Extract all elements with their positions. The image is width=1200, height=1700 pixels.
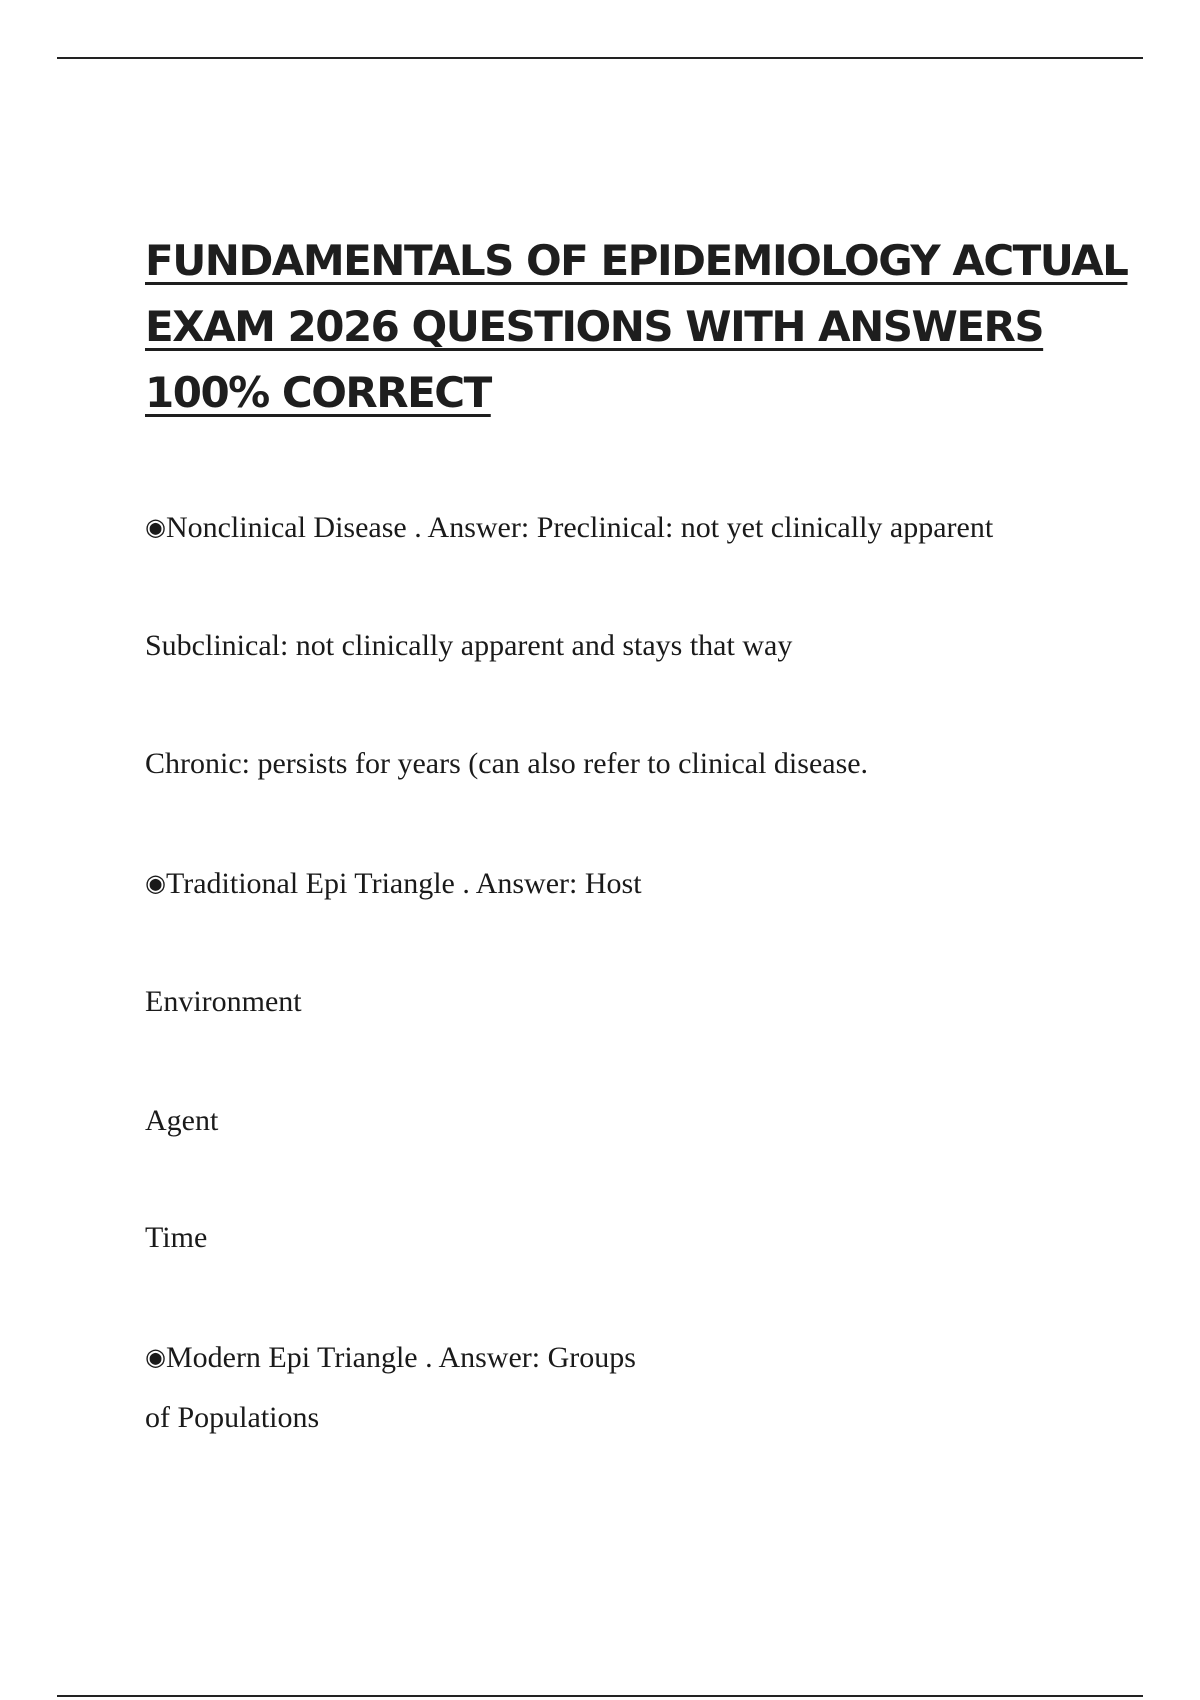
title-line-3: 100% CORRECT: [145, 368, 491, 417]
bullet-icon: ◉: [145, 513, 166, 541]
bottom-rule: [57, 1695, 1143, 1697]
question-text: Modern Epi Triangle . Answer: Groups: [165, 1341, 636, 1374]
document-title: [145, 228, 1128, 426]
answer-line-time: Time: [145, 1221, 208, 1254]
answer-line-of-populations: of Populations: [145, 1401, 320, 1434]
question-text: Nonclinical Disease . Answer: Preclinical: not yet clinically apparent: [165, 511, 994, 544]
answer-line-chronic: Chronic: persists for years (can also refer to clinical disease.: [145, 747, 869, 780]
top-rule: [57, 57, 1143, 59]
answer-line-subclinical: Subclinical: not clinically apparent and stays that way: [145, 629, 793, 662]
answer-line-environment: Environment: [145, 985, 302, 1018]
answer-line-agent: Agent: [145, 1104, 219, 1137]
question-modern-epi-triangle: [145, 1327, 636, 1388]
title-line-1: FUNDAMENTALS OF EPIDEMIOLOGY ACTUAL: [145, 236, 1128, 285]
bullet-icon: ◉: [145, 869, 166, 897]
question-text: Traditional Epi Triangle . Answer: Host: [165, 867, 642, 900]
question-traditional-epi-triangle: [145, 853, 642, 914]
question-nonclinical-disease: [145, 497, 993, 558]
title-line-2: EXAM 2026 QUESTIONS WITH ANSWERS: [145, 302, 1044, 351]
bullet-icon: ◉: [145, 1343, 166, 1371]
